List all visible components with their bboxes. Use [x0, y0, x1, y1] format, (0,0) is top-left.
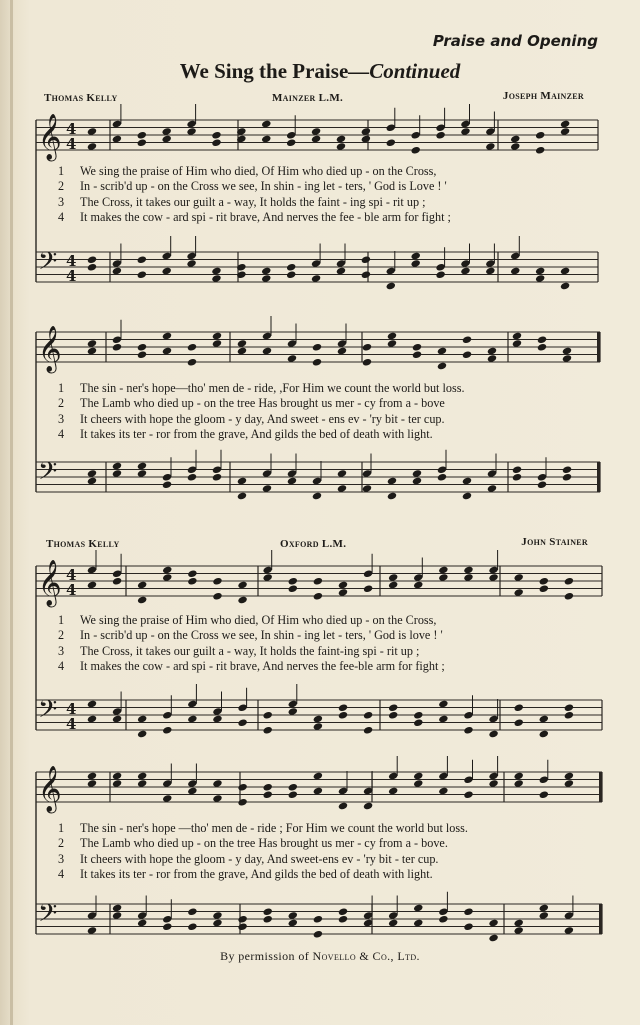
verse-line — [58, 613, 606, 628]
note-head — [539, 730, 549, 739]
note-head — [212, 473, 222, 482]
note-head — [539, 790, 549, 799]
note-head — [363, 726, 373, 735]
note-head — [237, 915, 247, 924]
note-head — [313, 577, 323, 586]
note-head — [386, 138, 396, 147]
note-head — [512, 465, 522, 474]
verse-line — [58, 836, 606, 851]
note-head — [363, 584, 373, 593]
note-head — [137, 350, 147, 359]
bass-clef-icon: 𝄢 — [38, 457, 58, 492]
note-head — [187, 922, 197, 931]
time-signature: 4 — [66, 267, 77, 285]
hymn1-author: Thomas Kelly — [44, 92, 118, 104]
note-head — [463, 907, 473, 916]
note-head — [137, 343, 147, 352]
verse-number: 1 — [58, 821, 65, 835]
note-head — [362, 343, 372, 352]
hymn-title-continued: —Continued — [348, 59, 461, 83]
final-barline — [599, 904, 602, 934]
verse-text: In - scrib'd up - on the Cross we see, In shin - ing let - ters, ' God is love ! ' — [80, 628, 443, 643]
verse-line — [58, 396, 606, 411]
note-head — [286, 263, 296, 272]
note-head — [137, 131, 147, 140]
note-head — [137, 596, 147, 605]
note-head — [187, 343, 197, 352]
verse-text: We sing the praise of Him who died, Of Him who died up - on the Cross, — [80, 164, 437, 178]
note-head — [137, 270, 147, 279]
treble-clef-icon: 𝄞 — [38, 560, 62, 606]
verse-text: It takes its ter - ror from the grave, And gilds the bed of death with light. — [80, 427, 433, 442]
verse-line — [58, 644, 606, 659]
treble-clef-icon: 𝄞 — [38, 766, 62, 812]
final-barline — [597, 462, 600, 492]
note-head — [162, 726, 172, 735]
verse-line — [58, 867, 606, 882]
verse-text: The Lamb who died up - on the tree Has brought us mer - cy from a - bove. — [80, 836, 448, 851]
hymn2-composer: John Stainer — [521, 536, 588, 548]
hymn1-composer: Joseph Mainzer — [502, 90, 584, 102]
verse-line — [58, 412, 606, 427]
note-head — [187, 907, 197, 916]
note-head — [312, 343, 322, 352]
verse-number: 2 — [58, 179, 65, 194]
note-head — [263, 907, 273, 916]
note-head — [263, 726, 273, 735]
note-head — [438, 915, 448, 924]
note-head — [462, 492, 472, 501]
hymn1-system2-verses — [58, 381, 606, 443]
note-head — [564, 577, 574, 586]
verse-number: 2 — [58, 836, 65, 851]
note-head — [361, 255, 371, 264]
note-head — [338, 907, 348, 916]
hymn-title-main: We Sing the Praise — [179, 59, 349, 83]
bass-clef-icon: 𝄢 — [38, 899, 58, 934]
note-head — [288, 577, 298, 586]
note-head — [338, 711, 348, 720]
verse-number: 3 — [58, 851, 65, 866]
verse-text: The Cross, it takes our guilt a - way, It holds the faint-ing spi - rit up ; — [80, 643, 420, 658]
verse-text: It cheers with hope the gloom - y day, And sweet - ens ev - 'ry bit - ter cup. — [80, 411, 445, 426]
note-head — [564, 592, 574, 601]
bass-clef-icon: 𝄢 — [38, 247, 58, 282]
note-head — [137, 730, 147, 739]
verse-number: 4 — [58, 210, 65, 225]
note-head — [539, 577, 549, 586]
time-signature: 4 — [66, 135, 77, 153]
note-head — [162, 922, 172, 931]
verse-number: 4 — [58, 867, 65, 882]
note-head — [237, 922, 247, 931]
note-head — [162, 480, 172, 489]
note-head — [237, 718, 247, 727]
note-head — [137, 138, 147, 147]
note-head — [512, 473, 522, 482]
note-head — [413, 718, 423, 727]
note-head — [87, 263, 97, 272]
verse-line — [58, 381, 606, 396]
final-barline — [597, 332, 600, 362]
hymn2-system2-verses — [58, 821, 606, 883]
hymn1-system1-verses — [58, 164, 606, 226]
verse-line — [58, 628, 606, 643]
verse-text: The Lamb who died up - on the tree Has brought us mer - cy from a - bove — [80, 396, 445, 411]
note-head — [286, 138, 296, 147]
note-head — [388, 703, 398, 712]
time-signature: 4 — [66, 581, 77, 599]
hymn2-tune: Oxford L.M. — [280, 538, 347, 550]
note-head — [237, 783, 247, 792]
note-head — [411, 146, 421, 155]
verse-text: The Cross, it takes our guilt a - way, It holds the faint - ing spi - rit up ; — [80, 194, 426, 209]
verse-text: It makes the cow - ard spi - rit brave, And nerves the fee-ble arm for fight ; — [80, 659, 445, 674]
note-head — [313, 930, 323, 939]
note-head — [312, 358, 322, 367]
note-head — [560, 282, 570, 291]
time-signature: 4 — [66, 566, 77, 584]
note-head — [514, 718, 524, 727]
note-head — [237, 596, 247, 605]
verse-line — [58, 164, 606, 179]
note-head — [112, 343, 122, 352]
note-head — [288, 790, 298, 799]
section-header: Praise and Opening — [432, 32, 598, 50]
verse-text: We sing the praise of Him who died, Of Him who died up - on the Cross, — [80, 613, 437, 627]
note-head — [463, 922, 473, 931]
note-head — [338, 703, 348, 712]
footer-prefix: By permission of — [220, 949, 310, 963]
note-head — [237, 798, 247, 807]
note-head — [263, 915, 273, 924]
verse-number: 2 — [58, 628, 65, 643]
note-head — [462, 350, 472, 359]
permission-footer — [0, 949, 640, 964]
treble-clef-icon: 𝄞 — [38, 114, 62, 160]
note-head — [462, 335, 472, 344]
note-head — [286, 270, 296, 279]
note-head — [564, 703, 574, 712]
note-head — [413, 711, 423, 720]
verse-number: 1 — [58, 164, 65, 178]
note-head — [412, 350, 422, 359]
note-head — [435, 270, 445, 279]
note-head — [363, 802, 373, 811]
verse-text: It makes the cow - ard spi - rit brave, And nerves the fee - ble arm for fight ; — [80, 210, 451, 225]
note-head — [463, 790, 473, 799]
note-head — [338, 802, 348, 811]
note-head — [361, 270, 371, 279]
time-signature: 4 — [66, 715, 77, 733]
final-barline — [599, 772, 602, 802]
verse-line — [58, 210, 606, 225]
verse-line — [58, 659, 606, 674]
note-head — [187, 577, 197, 586]
verse-number: 2 — [58, 396, 65, 411]
note-head — [386, 282, 396, 291]
note-head — [211, 138, 221, 147]
note-head — [564, 711, 574, 720]
verse-number: 3 — [58, 194, 65, 209]
verse-number: 4 — [58, 427, 65, 442]
note-head — [87, 255, 97, 264]
note-head — [288, 584, 298, 593]
verse-text: The sin - ner's hope —tho' men de - ride ; For Him we count the world but loss. — [80, 821, 468, 835]
hymn1-tune: Mainzer L.M. — [272, 92, 344, 104]
note-head — [539, 584, 549, 593]
verse-text: It takes its ter - ror from the grave, And gilds the bed of death with light. — [80, 867, 433, 882]
note-head — [537, 335, 547, 344]
note-head — [187, 569, 197, 578]
verse-line — [58, 821, 606, 836]
footer-publisher: Novello & Co., Ltd. — [312, 949, 420, 963]
note-head — [562, 473, 572, 482]
note-head — [514, 703, 524, 712]
note-head — [488, 934, 498, 943]
note-head — [187, 473, 197, 482]
note-head — [437, 362, 447, 371]
note-head — [463, 726, 473, 735]
note-head — [387, 492, 397, 501]
note-head — [488, 730, 498, 739]
verse-number: 3 — [58, 411, 65, 426]
treble-clef-icon: 𝄞 — [38, 326, 62, 372]
note-head — [263, 783, 273, 792]
note-head — [412, 343, 422, 352]
note-head — [338, 915, 348, 924]
note-head — [263, 790, 273, 799]
note-head — [112, 577, 122, 586]
note-head — [187, 358, 197, 367]
note-head — [535, 131, 545, 140]
note-head — [312, 492, 322, 501]
time-signature: 4 — [66, 252, 77, 270]
note-head — [212, 592, 222, 601]
verse-text: It cheers with hope the gloom - y day, And sweet-ens ev - 'ry bit - ter cup. — [80, 851, 439, 866]
verse-line — [58, 195, 606, 210]
note-head — [313, 915, 323, 924]
verse-line — [58, 179, 606, 194]
note-head — [537, 343, 547, 352]
verse-line — [58, 427, 606, 442]
verse-number: 1 — [58, 381, 65, 395]
time-signature: 4 — [66, 120, 77, 138]
note-head — [562, 465, 572, 474]
time-signature: 4 — [66, 700, 77, 718]
bass-clef-icon: 𝄢 — [38, 695, 58, 730]
verse-number: 1 — [58, 613, 65, 627]
note-head — [212, 577, 222, 586]
hymn2-system1-verses — [58, 613, 606, 675]
note-head — [437, 473, 447, 482]
verse-line — [58, 852, 606, 867]
note-head — [137, 255, 147, 264]
note-head — [537, 480, 547, 489]
note-head — [288, 783, 298, 792]
note-head — [237, 492, 247, 501]
note-head — [535, 146, 545, 155]
verse-text: The sin - ner's hope—tho' men de - ride, ,For Him we count the world but loss. — [80, 381, 465, 395]
verse-number: 3 — [58, 643, 65, 658]
note-head — [435, 131, 445, 140]
note-head — [388, 711, 398, 720]
note-head — [211, 131, 221, 140]
note-head — [263, 711, 273, 720]
hymn2-author: Thomas Kelly — [46, 538, 120, 550]
note-head — [363, 711, 373, 720]
verse-number: 4 — [58, 659, 65, 674]
note-head — [362, 358, 372, 367]
note-head — [313, 592, 323, 601]
verse-text: In - scrib'd up - on the Cross we see, In shin - ing let - ters, ' God is Love ! ' — [80, 179, 447, 194]
